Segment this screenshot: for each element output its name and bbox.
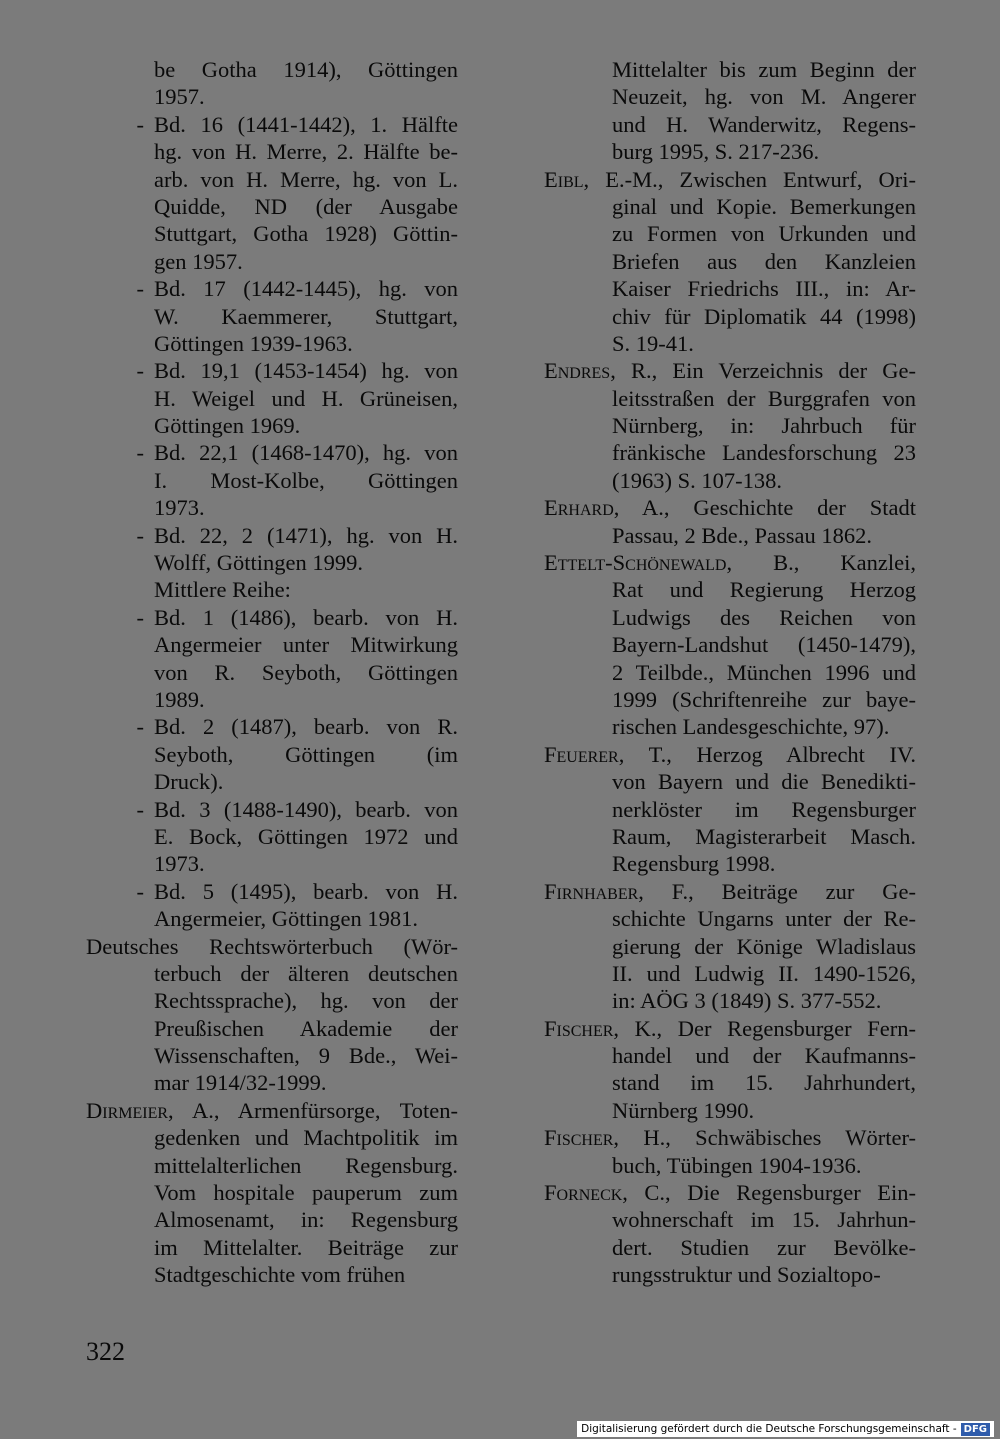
bibliography-entry — [86, 522, 458, 577]
entry-text: , H., Schwäbisches Wörter- — [613, 1125, 916, 1151]
entry-text: Druck). — [154, 769, 224, 795]
bibliography-entry — [86, 878, 458, 933]
entry-text: Bd. 22, 2 (1471), hg. von H. — [154, 522, 458, 548]
entry-line: 1999 (Schriftenreihe zur baye- — [612, 686, 916, 712]
bibliography-entry — [86, 56, 458, 111]
entry-line — [86, 166, 458, 193]
bibliography-entry — [86, 357, 458, 439]
entry-first-line — [544, 1179, 916, 1206]
entry-first-line — [544, 741, 916, 768]
bibliography-entry — [86, 604, 458, 714]
entry-line — [86, 220, 458, 247]
entry-text: , K., Der Regensburger Fern- — [613, 1015, 916, 1041]
entry-line: Raum, Magisterarbeit Masch. — [612, 823, 916, 849]
entry-text: Angermeier, Göttingen 1981. — [154, 906, 419, 932]
entry-line: mittelalterlichen Regensburg. — [154, 1152, 458, 1178]
entry-line: rungsstruktur und Sozialtopo- — [612, 1262, 881, 1288]
entry-line: Rechtssprache), hg. von der — [154, 988, 458, 1014]
dfg-footer-text: Digitalisierung gefördert durch die Deutsche Forschungsgemeinschaft - — [581, 1423, 957, 1435]
entry-line: burg 1995, S. 217-236. — [612, 139, 820, 165]
entry-line — [86, 330, 458, 357]
bibliography-entry — [544, 166, 916, 358]
entry-text: Göttingen 1939-1963. — [154, 330, 353, 356]
entry-line: Rat und Regierung Herzog — [612, 577, 916, 603]
entry-line: chiv für Diplomatik 44 (1998) — [612, 303, 916, 329]
entry-line: Wissenschaften, 9 Bde., Wei- — [154, 1043, 458, 1069]
dash-marker — [86, 768, 154, 795]
entry-text: Bd. 2 (1487), bearb. von R. — [154, 714, 458, 740]
bibliography-entry — [544, 494, 916, 549]
entry-text: Bd. 22,1 (1468-1470), hg. von — [154, 440, 458, 466]
entry-text: Göttingen 1969. — [154, 413, 301, 439]
entry-first-line — [544, 1124, 916, 1151]
entry-line — [86, 467, 458, 494]
dash-marker: - — [136, 358, 144, 384]
entry-line: Mittelalter bis zum Beginn der — [612, 57, 916, 82]
bibliography-entry — [86, 713, 458, 795]
entry-line — [86, 494, 458, 521]
entry-author: Ettelt-Schönewald — [544, 550, 727, 576]
entry-text: W. Kaemmerer, Stuttgart, — [154, 303, 458, 329]
dash-marker: - — [136, 604, 144, 630]
dfg-footer — [577, 1421, 994, 1437]
entry-text: Bd. 3 (1488-1490), bearb. von — [154, 796, 458, 822]
entry-line: Mittlere Reihe: — [154, 577, 291, 603]
entry-text: Bd. 16 (1441-1442), 1. Hälfte — [154, 111, 458, 137]
entry-line: und H. Wanderwitz, Regens- — [612, 111, 916, 137]
dash-marker: - — [136, 878, 144, 904]
entry-author: Firnhaber — [544, 878, 639, 904]
entry-line: gierung der Könige Wladislaus — [612, 933, 916, 959]
entry-line: Neuzeit, hg. von M. Angerer — [612, 84, 916, 110]
bibliography-entry — [86, 933, 458, 1097]
entry-line — [86, 385, 458, 412]
entry-line — [86, 138, 458, 165]
entry-line: Bayern-Landshut (1450-1479), — [612, 632, 916, 658]
entry-text: 1989. — [154, 686, 205, 712]
entry-line: Nürnberg 1990. — [612, 1097, 755, 1123]
entry-line: fränkische Landesforschung 23 — [612, 440, 916, 466]
bibliography-entry — [86, 439, 458, 521]
dash-marker — [86, 248, 154, 275]
entry-line: rischen Landesgeschichte, 97). — [612, 714, 890, 740]
entry-text: , R., Ein Verzeichnis der Ge- — [610, 358, 916, 384]
entry-text: , E.-M., Zwischen Entwurf, Ori- — [583, 166, 916, 192]
entry-text: Wolff, Göttingen 1999. — [154, 550, 364, 576]
entry-line: Regensburg 1998. — [612, 851, 776, 877]
dash-marker: - — [136, 522, 144, 548]
entry-line: (1963) S. 107-138. — [612, 467, 782, 493]
entry-text: 1973. — [154, 851, 205, 877]
entry-line: wohnerschaft im 15. Jahrhun- — [612, 1207, 916, 1233]
entry-first-line — [86, 933, 458, 960]
dash-marker — [86, 850, 154, 877]
entry-line — [86, 878, 458, 905]
entry-line: terbuch der älteren deutschen — [154, 960, 458, 986]
entry-line — [86, 850, 458, 877]
entry-first-line — [544, 1015, 916, 1042]
entry-line: ginal und Kopie. Bemerkungen — [612, 193, 916, 219]
entry-first-line — [544, 166, 916, 193]
entry-line — [86, 303, 458, 330]
entry-line: Kaiser Friedrichs III., in: Ar- — [612, 276, 916, 302]
entry-text: arb. von H. Merre, hg. von L. — [154, 166, 458, 192]
entry-line: Preußischen Akademie der — [154, 1015, 458, 1041]
dash-marker — [86, 303, 154, 330]
entry-first-line — [544, 549, 916, 576]
dash-marker — [86, 138, 154, 165]
entry-line: 2 Teilbde., München 1996 und — [612, 659, 916, 685]
bibliography-entry — [544, 549, 916, 741]
bibliography-right-column — [544, 56, 916, 1289]
entry-text: hg. von H. Merre, 2. Hälfte be- — [154, 139, 458, 165]
entry-line — [86, 741, 458, 768]
dash-marker: - — [136, 796, 144, 822]
entry-first-line — [544, 878, 916, 905]
entry-author: Endres — [544, 358, 611, 384]
entry-line: Vom hospitale pauperum zum — [154, 1180, 458, 1206]
dash-marker — [86, 467, 154, 494]
entry-line: buch, Tübingen 1904-1936. — [612, 1152, 862, 1178]
entry-line: von Bayern und die Benedikti- — [612, 769, 916, 795]
entry-text: Bd. 1 (1486), bearb. von H. — [154, 604, 458, 630]
entry-line: Stadtgeschichte vom frühen — [154, 1262, 406, 1288]
dash-marker — [86, 741, 154, 768]
entry-line: in: AÖG 3 (1849) S. 377-552. — [612, 988, 882, 1014]
entry-line — [86, 604, 458, 631]
dash-marker — [86, 686, 154, 713]
bibliography-entry — [86, 576, 458, 603]
entry-line — [86, 713, 458, 740]
entry-text: 1973. — [154, 495, 205, 521]
entry-line — [86, 412, 458, 439]
entry-text: gen 1957. — [154, 248, 243, 274]
entry-line — [86, 768, 458, 795]
entry-text: von R. Seyboth, Göttingen — [154, 659, 458, 685]
entry-text: , C., Die Regensburger Ein- — [622, 1180, 916, 1206]
entry-line: im Mittelalter. Beiträge zur — [154, 1234, 458, 1260]
dash-marker: - — [136, 276, 144, 302]
entry-line: Almosenamt, in: Regensburg — [154, 1207, 458, 1233]
entry-line: mar 1914/32-1999. — [154, 1070, 327, 1096]
dash-marker — [86, 905, 154, 932]
dash-marker — [86, 166, 154, 193]
entry-first-line — [544, 494, 916, 521]
bibliography-entry — [86, 796, 458, 878]
entry-line: Briefen aus den Kanzleien — [612, 248, 916, 274]
entry-text: Quidde, ND (der Ausgabe — [154, 193, 458, 219]
entry-line — [86, 439, 458, 466]
entry-line: dert. Studien zur Bevölke- — [612, 1234, 916, 1260]
entry-text: , A., Geschichte der Stadt — [613, 495, 916, 521]
entry-author: Eibl — [544, 166, 584, 192]
dash-marker — [86, 494, 154, 521]
entry-line — [86, 686, 458, 713]
entry-text: Bd. 5 (1495), bearb. von H. — [154, 878, 458, 904]
bibliography-entry — [544, 878, 916, 1015]
entry-line — [86, 659, 458, 686]
entry-line — [86, 522, 458, 549]
entry-text: Deutsches Rechtswörterbuch (Wör- — [86, 933, 458, 959]
dash-marker — [86, 193, 154, 220]
entry-line: zu Formen von Urkunden und — [612, 221, 916, 247]
entry-text: Stuttgart, Gotha 1928) Göttin- — [154, 221, 458, 247]
dash-marker — [86, 385, 154, 412]
entry-text: Bd. 19,1 (1453-1454) hg. von — [154, 358, 458, 384]
dash-marker: - — [136, 440, 144, 466]
entry-line: leitsstraßen der Burggrafen von — [612, 385, 916, 411]
entry-line — [86, 248, 458, 275]
entry-line: stand im 15. Jahrhundert, — [612, 1070, 916, 1096]
entry-text: , A., Armenfürsorge, Toten- — [168, 1097, 458, 1123]
entry-author: Feuerer — [544, 741, 619, 767]
entry-line: handel und der Kaufmanns- — [612, 1043, 916, 1069]
entry-text: , T., Herzog Albrecht IV. — [618, 741, 916, 767]
entry-line: 1957. — [154, 84, 205, 110]
dash-marker — [86, 631, 154, 658]
entry-author: Fischer — [544, 1125, 614, 1151]
bibliography-entry — [86, 1097, 458, 1289]
bibliography-entry — [86, 111, 458, 275]
bibliography-entry — [544, 357, 916, 494]
entry-line — [86, 631, 458, 658]
entry-line: II. und Ludwig II. 1490-1526, — [612, 960, 916, 986]
bibliography-entry — [86, 275, 458, 357]
entry-first-line — [544, 357, 916, 384]
entry-text: Angermeier unter Mitwirkung — [154, 632, 458, 658]
entry-line: S. 19-41. — [612, 330, 694, 356]
entry-line: nerklöster im Regensburger — [612, 796, 916, 822]
bibliography-entry — [544, 56, 916, 166]
entry-text: H. Weigel und H. Grüneisen, — [154, 385, 458, 411]
entry-line — [86, 275, 458, 302]
entry-text: Seyboth, Göttingen (im — [154, 741, 458, 767]
dash-marker — [86, 659, 154, 686]
dash-marker — [86, 823, 154, 850]
bibliography-entry — [544, 1015, 916, 1125]
entry-first-line — [86, 1097, 458, 1124]
entry-text: E. Bock, Göttingen 1972 und — [154, 823, 458, 849]
bibliography-entry — [544, 1179, 916, 1289]
entry-line: be Gotha 1914), Göttingen — [154, 57, 458, 82]
entry-line — [86, 357, 458, 384]
dash-marker — [86, 330, 154, 357]
dash-marker — [86, 220, 154, 247]
entry-line: schichte Ungarns unter der Re- — [612, 906, 916, 932]
bibliography-left-column — [86, 56, 458, 1289]
entry-text: , F., Beiträge zur Ge- — [638, 878, 916, 904]
dfg-logo: DFG — [961, 1423, 990, 1436]
entry-line — [86, 549, 458, 576]
entry-line: Nürnberg, in: Jahrbuch für — [612, 413, 916, 439]
entry-line — [86, 796, 458, 823]
page-number: 322 — [86, 1337, 125, 1366]
dash-marker: - — [136, 111, 144, 137]
entry-line — [86, 905, 458, 932]
entry-text: I. Most-Kolbe, Göttingen — [154, 467, 458, 493]
dash-marker — [86, 412, 154, 439]
dash-marker — [86, 549, 154, 576]
entry-author: Forneck — [544, 1180, 623, 1206]
entry-line: Passau, 2 Bde., Passau 1862. — [612, 522, 872, 548]
entry-text: Bd. 17 (1442-1445), hg. von — [154, 276, 458, 302]
entry-line — [86, 823, 458, 850]
entry-text: , B., Kanzlei, — [726, 550, 916, 576]
bibliography-entry — [544, 1124, 916, 1179]
entry-author: Dirmeier — [86, 1097, 169, 1123]
entry-line: gedenken und Machtpolitik im — [154, 1125, 458, 1151]
entry-line — [86, 111, 458, 138]
entry-author: Erhard — [544, 495, 614, 521]
dash-marker: - — [136, 714, 144, 740]
entry-line: Ludwigs des Reichen von — [612, 604, 916, 630]
entry-author: Fischer — [544, 1015, 614, 1041]
entry-line — [86, 193, 458, 220]
bibliography-entry — [544, 741, 916, 878]
